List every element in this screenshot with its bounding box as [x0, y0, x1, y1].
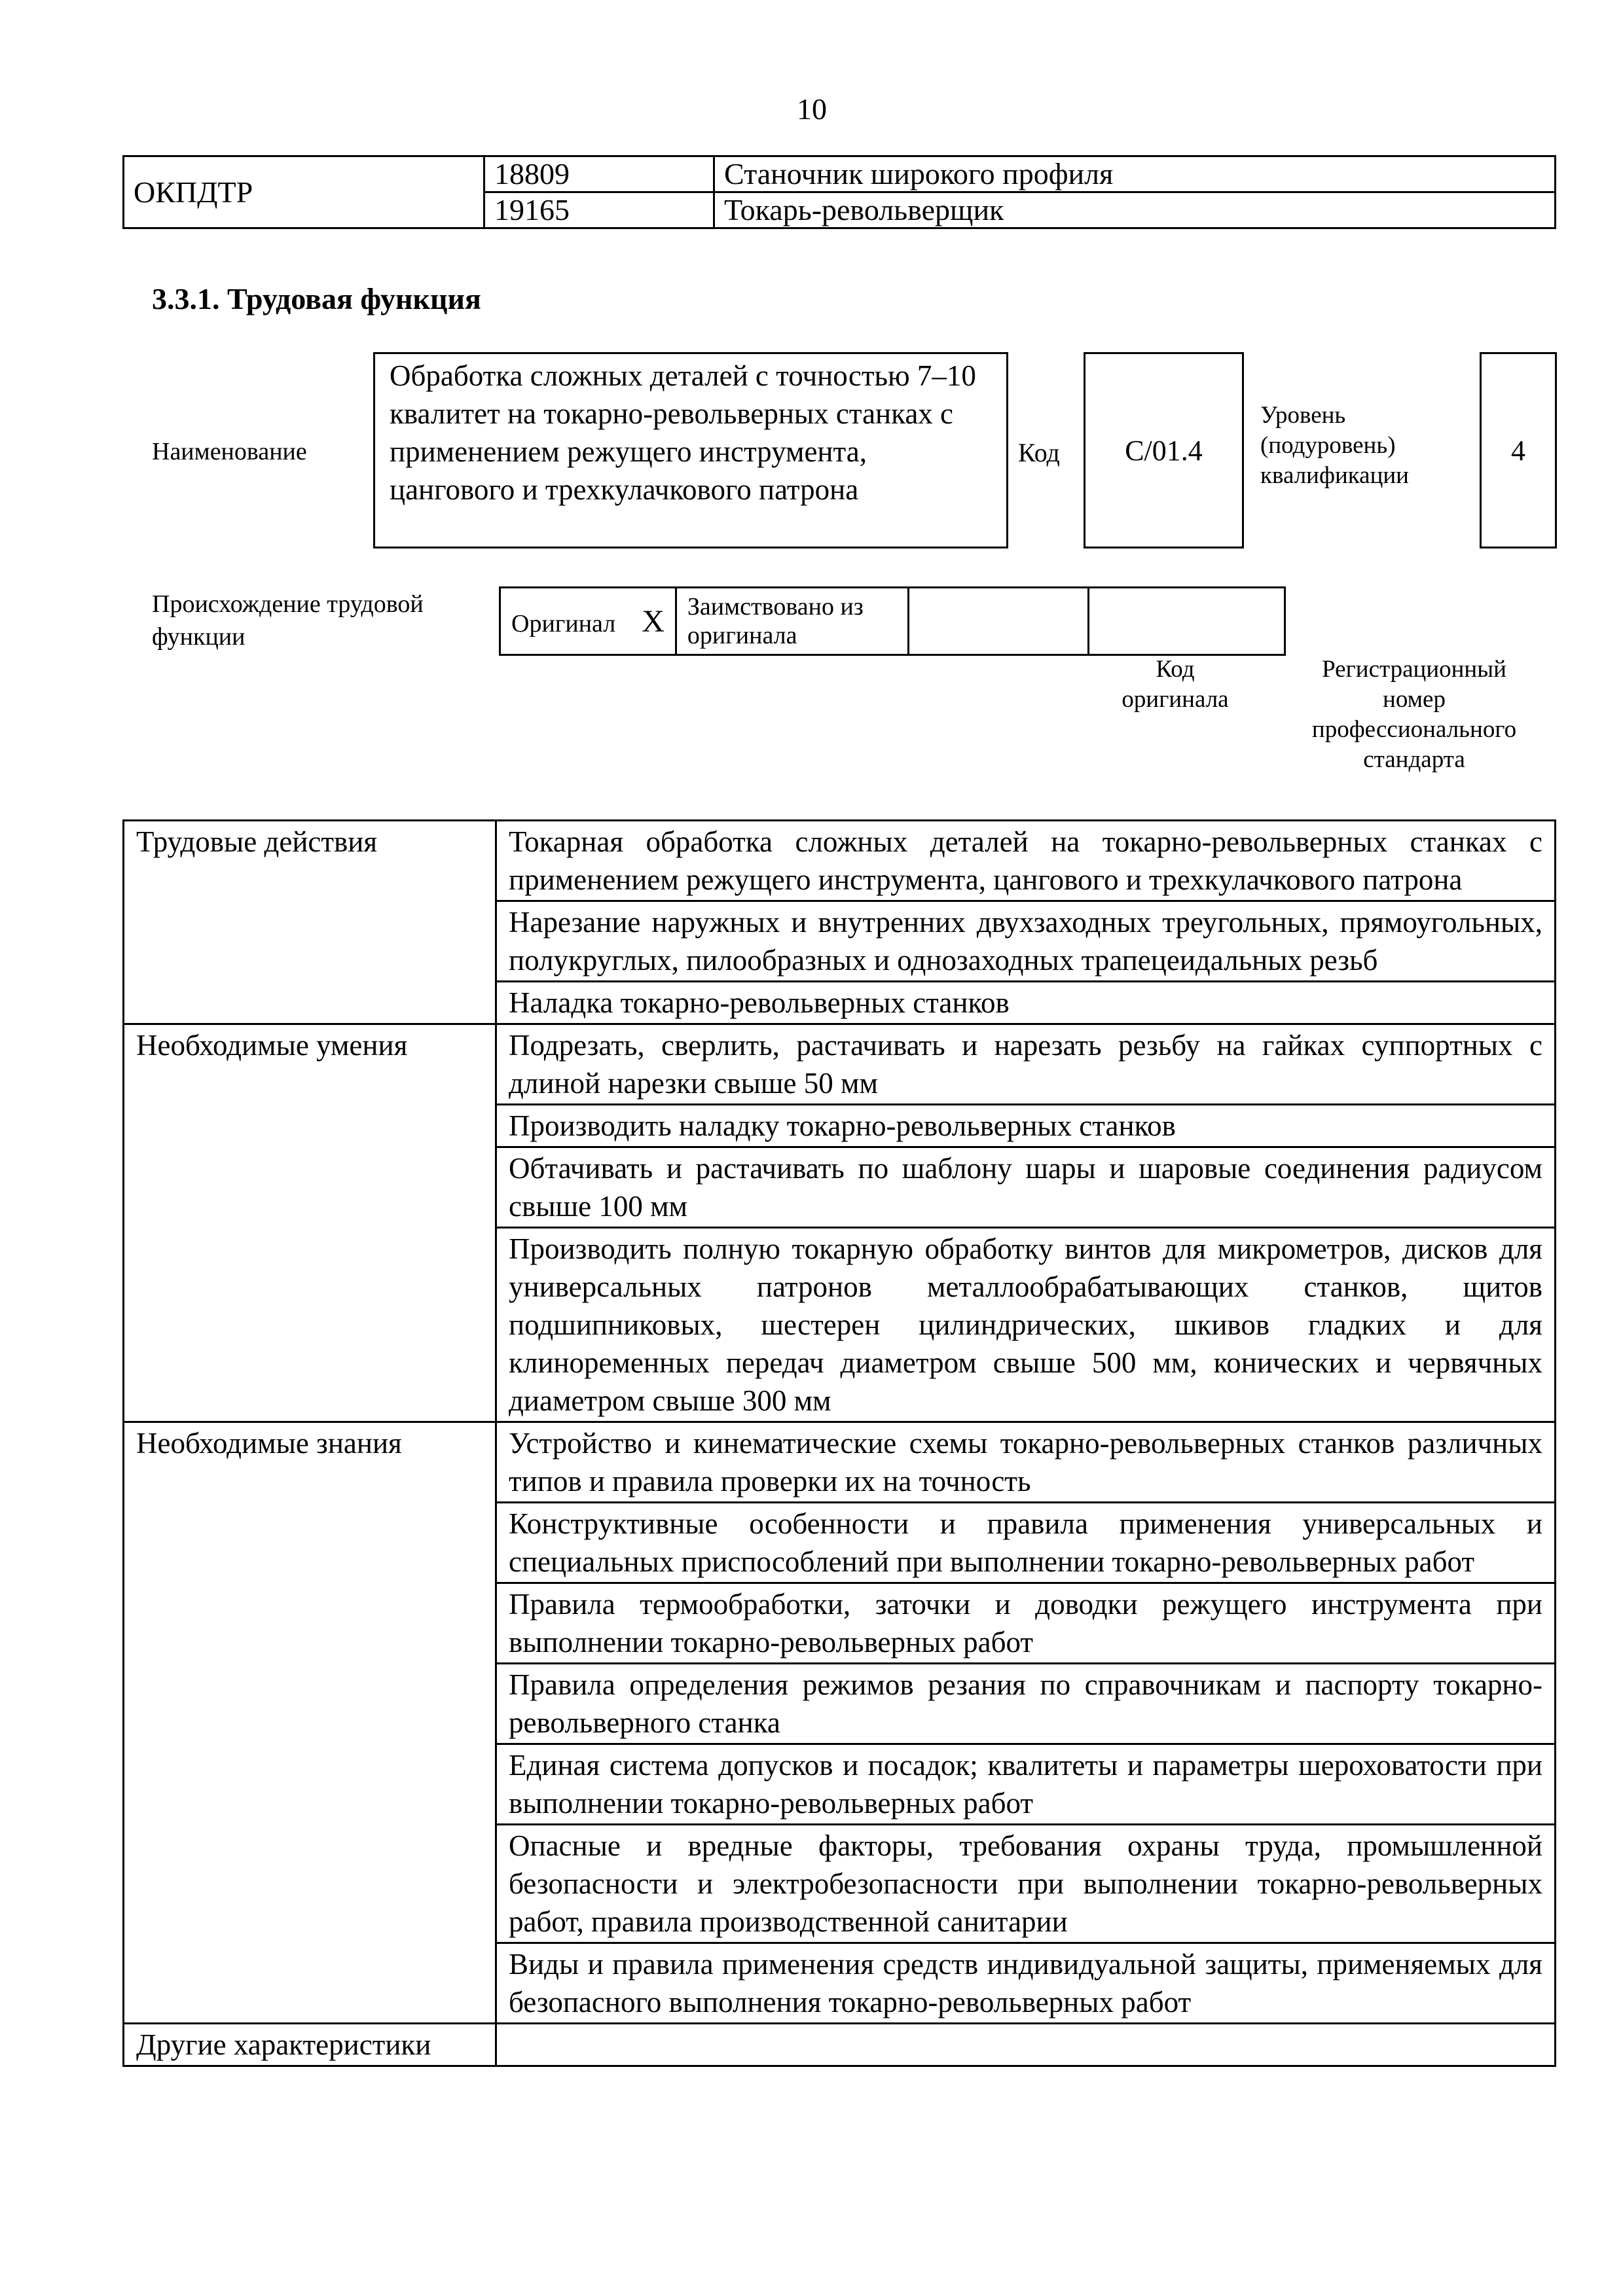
knowledge-item: Конструктивные особенности и правила применения универсальных и специальных приспособлений при выполнении токарно-револьверных работ [496, 1503, 1556, 1583]
skill-item: Производить полную токарную обработку винтов для микрометров, дисков для универсальных патронов металлообрабатывающих станков, щитов подшипниковых, шестерен цилиндрических, шкивов гладких и для клиноременных передач диаметром свыше 500 мм, конических и червячных диаметром свыше 300 мм [496, 1228, 1556, 1422]
caption-line: оригинала [1122, 686, 1229, 713]
knowledge-header: Необходимые знания [124, 1422, 496, 2024]
table-row [124, 156, 1556, 192]
origin-table [499, 586, 1286, 656]
registration-number-cell [1088, 588, 1285, 655]
table-row [124, 1024, 1556, 1105]
table-row [124, 1422, 1556, 1503]
skill-item: Обтачивать и растачивать по шаблону шары и шаровые соединения радиусом свыше 100 мм [496, 1147, 1556, 1228]
other-characteristics-header: Другие характеристики [124, 2024, 496, 2066]
knowledge-item: Правила определения режимов резания по справочникам и паспорту токарно-револьверного станка [496, 1664, 1556, 1744]
okpdtr-code: 19165 [484, 192, 714, 228]
code-label: Код [1018, 438, 1060, 467]
caption-line: Код [1156, 656, 1195, 683]
skill-item: Подрезать, сверлить, растачивать и нарезать резьбу на гайках суппортных с длиной нарезки свыше 50 мм [496, 1024, 1556, 1105]
labor-action-item: Токарная обработка сложных деталей на токарно-револьверных станках с применением режущего инструмента, цангового и трехкулачкового патрона [496, 821, 1556, 901]
caption-line: стандарта [1363, 746, 1465, 773]
original-mark: X [642, 603, 665, 639]
table-row [124, 821, 1556, 901]
okpdtr-code: 18809 [484, 156, 714, 192]
knowledge-item: Опасные и вредные факторы, требования охраны труда, промышленной безопасности и электробезопасности при выполнении токарно-револьверных работ, правила производственной санитарии [496, 1825, 1556, 1943]
other-characteristics-value [496, 2024, 1556, 2066]
origin-label: Происхождение трудовой функции [152, 590, 424, 651]
labor-action-item: Нарезание наружных и внутренних двухзаходных треугольных, прямоугольных, полукруглых, пилообразных и однозаходных трапецеидальных резьб [496, 901, 1556, 982]
knowledge-item: Единая система допусков и посадок; квалитеты и параметры шероховатости при выполнении токарно-револьверных работ [496, 1744, 1556, 1825]
original-cell [500, 588, 676, 655]
level-label-line: (подуровень) [1260, 432, 1396, 459]
okpdtr-table [122, 155, 1556, 229]
qualification-level: 4 [1480, 352, 1557, 548]
knowledge-item: Устройство и кинематические схемы токарно-револьверных станков различных типов и правила проверки их на точность [496, 1422, 1556, 1503]
function-name: Обработка сложных деталей с точностью 7–10 квалитет на токарно-револьверных станках с применением режущего инструмента, цангового и трехкулачкового патрона [373, 352, 1008, 548]
table-row [124, 2024, 1556, 2066]
borrowed-label: Заимствовано из оригинала [676, 588, 908, 655]
page-number: 10 [797, 92, 827, 126]
name-label: Наименование [152, 438, 307, 465]
function-details-table [122, 819, 1556, 2067]
caption-line: номер [1383, 686, 1446, 713]
okpdtr-name: Токарь-револьверщик [714, 192, 1556, 228]
function-code: C/01.4 [1084, 352, 1244, 548]
level-label [1260, 401, 1409, 491]
okpdtr-name: Станочник широкого профиля [714, 156, 1556, 192]
caption-line: профессионального [1311, 716, 1517, 743]
table-row [500, 588, 1285, 655]
level-label-line: квалификации [1260, 462, 1409, 489]
original-label: Оригинал [511, 609, 616, 637]
okpdtr-label: ОКПДТР [124, 156, 484, 228]
knowledge-item: Правила термообработки, заточки и доводки режущего инструмента при выполнении токарно-револьверных работ [496, 1583, 1556, 1664]
original-code-cell [908, 588, 1088, 655]
original-code-caption [1100, 655, 1250, 715]
knowledge-item: Виды и правила применения средств индивидуальной защиты, применяемых для безопасного выполнения токарно-револьверных работ [496, 1943, 1556, 2024]
skill-item: Производить наладку токарно-револьверных станков [496, 1105, 1556, 1147]
caption-line: Регистрационный [1322, 656, 1506, 683]
labor-action-item: Наладка токарно-револьверных станков [496, 982, 1556, 1024]
registration-number-caption [1270, 655, 1558, 775]
labor-actions-header: Трудовые действия [124, 821, 496, 1024]
section-title: 3.3.1. Трудовая функция [152, 282, 481, 315]
skills-header: Необходимые умения [124, 1024, 496, 1422]
level-label-line: Уровень [1260, 402, 1346, 429]
